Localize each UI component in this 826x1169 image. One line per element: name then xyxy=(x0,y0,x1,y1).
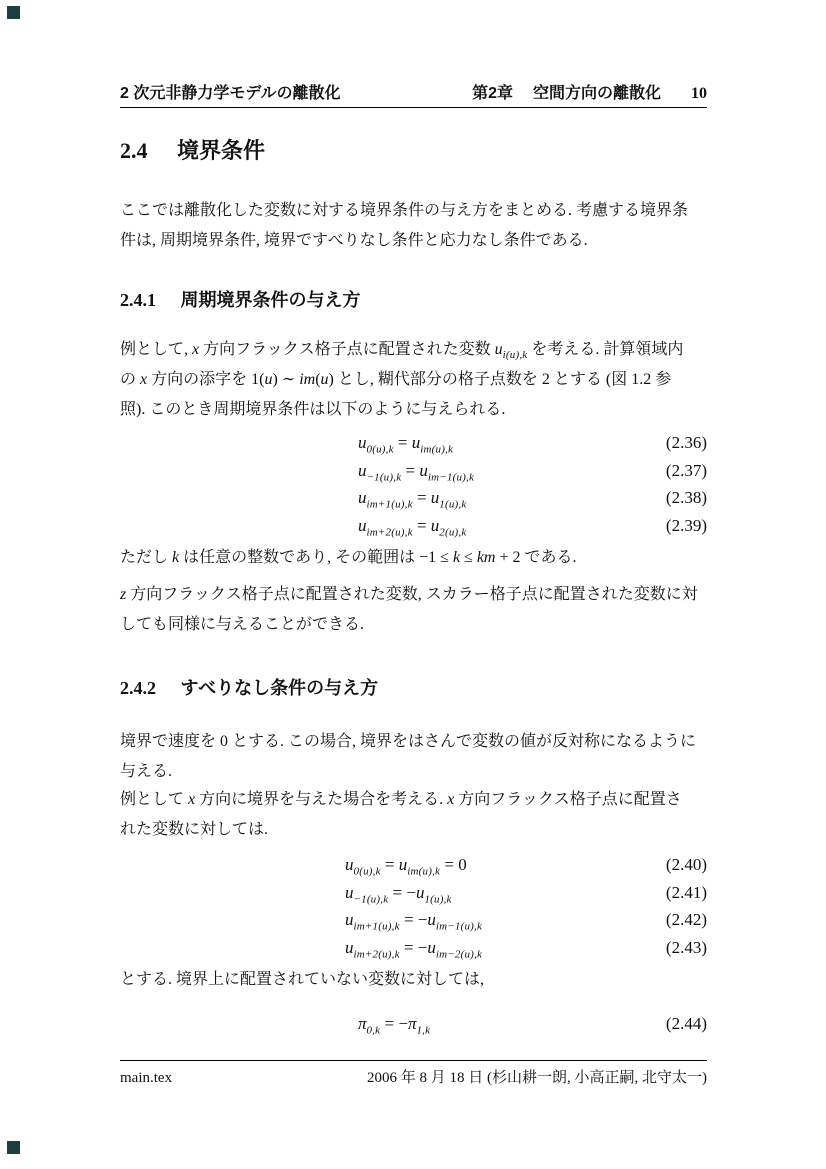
footer-filename: main.tex xyxy=(120,1070,173,1086)
equation-number: (2.42) xyxy=(665,910,707,929)
equation-group-noslip xyxy=(120,851,707,961)
equation-expression: $u_{im+2(u),k} = u_{2(u),k}$ xyxy=(358,515,467,538)
text-line: れた変数に対しては. xyxy=(120,821,269,838)
text-line: 例として, x 方向フラックス格子点に配置された変数 $u_{i(u),k}$ を考える. 計算領域内 xyxy=(120,341,684,362)
paragraph-noslip-intro xyxy=(120,727,707,787)
page-footer xyxy=(120,1066,707,1090)
paragraph-noslip-example xyxy=(120,785,707,845)
section-number: 2.4 xyxy=(120,138,148,163)
equation-number: (2.38) xyxy=(665,488,707,507)
text-line: ここでは離散化した変数に対する境界条件の与え方をまとめる. 考慮する境界条 xyxy=(120,202,689,219)
equation-number: (2.36) xyxy=(665,433,707,452)
equation-expression: $u_{-1(u),k} = -u_{1(u),k}$ xyxy=(345,882,452,905)
corner-mark-bottom xyxy=(7,1141,20,1154)
paragraph-range-note xyxy=(120,543,707,573)
paragraph-periodic-example xyxy=(120,335,707,425)
equation-expression: $u_{-1(u),k} = u_{im-1(u),k}$ xyxy=(358,460,475,483)
equation-expression: $u_{im+1(u),k} = u_{1(u),k}$ xyxy=(358,488,467,511)
paragraph-other-grids xyxy=(120,580,707,640)
equation-row xyxy=(120,879,707,907)
text-line: 境界で速度を 0 とする. この場合, 境界をはさんで変数の値が反対称になるように xyxy=(120,733,697,750)
equation-expression: $u_{0(u),k} = u_{im(u),k}$ xyxy=(358,433,454,456)
page-number: 10 xyxy=(691,85,707,102)
equation-row xyxy=(120,906,707,934)
equation-row xyxy=(120,457,707,485)
text-line: 例として x 方向に境界を与えた場合を考える. x 方向フラックス格子点に配置さ xyxy=(120,791,682,808)
equation-expression: $\pi_{0,k} = -\pi_{1,k}$ xyxy=(358,1014,431,1037)
equation-group-periodic xyxy=(120,429,707,539)
subsection-heading-periodic xyxy=(120,288,707,312)
equation-number: (2.37) xyxy=(665,460,707,480)
section-heading xyxy=(120,137,707,165)
text-line: しても同様に与えることができる. xyxy=(120,616,365,633)
text-line: 照). このとき周期境界条件は以下のように与えられる. xyxy=(120,401,506,418)
equation-expression: $u_{im+2(u),k} = -u_{im-2(u),k}$ xyxy=(345,937,483,960)
corner-mark-top xyxy=(7,6,20,19)
text-line: ただし k は任意の整数であり, その範囲は −1 ≤ k ≤ km + 2 である. xyxy=(120,549,577,566)
footer-date: 2006 年 8 月 18 日 (杉山耕一朗, 小高正嗣, 北守太一) xyxy=(367,1070,707,1086)
subsection-heading-noslip xyxy=(120,676,707,700)
equation-row xyxy=(120,484,707,512)
equation-number: (2.43) xyxy=(665,937,707,957)
footer-rule xyxy=(120,1060,707,1061)
header-rule xyxy=(120,107,707,108)
section-title: 境界条件 xyxy=(177,138,266,163)
text-line: の x 方向の添字を 1(u) ∼ im(u) とし, 糊代部分の格子点数を 2 とする (図 1.2 参 xyxy=(120,371,672,388)
text-line: 件は, 周期境界条件, 境界ですべりなし条件と応力なし条件である. xyxy=(120,232,588,249)
equation-number: (2.39) xyxy=(665,515,707,535)
subsection-number: 2.4.1 xyxy=(120,290,156,310)
subsection-title: すべりなし条件の与え方 xyxy=(180,678,379,698)
equation-number: (2.40) xyxy=(665,855,707,874)
header-chapter: 第2章 xyxy=(472,85,513,102)
paragraph-intro xyxy=(120,196,707,256)
equation-row xyxy=(120,851,707,879)
equation-expression: $u_{im+1(u),k} = -u_{im-1(u),k}$ xyxy=(345,910,483,933)
text-line: z 方向フラックス格子点に配置された変数, スカラー格子点に配置された変数に対 xyxy=(120,586,698,603)
equation-number: (2.44) xyxy=(665,1014,707,1033)
paragraph-nonboundary xyxy=(120,965,707,995)
equation-row xyxy=(120,512,707,540)
equation-row xyxy=(120,429,707,457)
equation-number: (2.41) xyxy=(665,882,707,902)
equation-expression: $u_{0(u),k} = u_{im(u),k} = 0$ xyxy=(345,855,467,878)
text-line: とする. 境界上に配置されていない変数に対しては, xyxy=(120,971,485,988)
subsection-title: 周期境界条件の与え方 xyxy=(180,290,361,310)
subsection-number: 2.4.2 xyxy=(120,678,156,698)
equation-row xyxy=(120,934,707,962)
header-right xyxy=(472,84,707,104)
running-header xyxy=(120,84,707,104)
header-chapter-title: 空間方向の離散化 xyxy=(532,85,661,102)
text-line: 与える. xyxy=(120,763,173,780)
equation-row xyxy=(120,1010,707,1038)
header-left-title: 2 次元非静力学モデルの離散化 xyxy=(120,85,341,102)
